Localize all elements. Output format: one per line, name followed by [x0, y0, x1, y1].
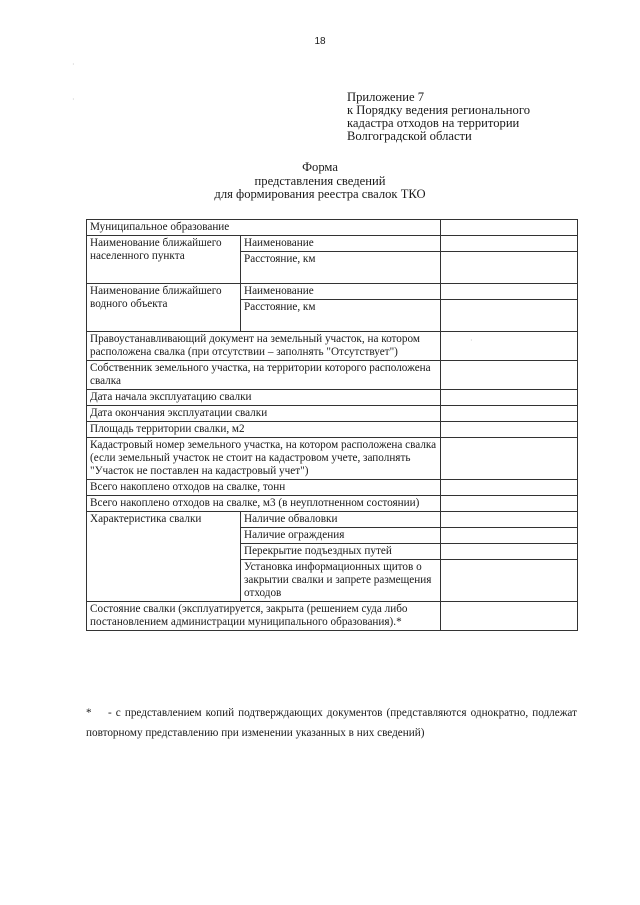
label-title-document: Правоустанавливающий документ на земельный участок, на котором расположена свалка (при отсутствии – заполнять "Отсутствует") [87, 332, 441, 361]
table-row [87, 438, 578, 480]
label-settlement: Наименование ближайшего населенного пункта [87, 236, 241, 284]
value-cell[interactable] [441, 300, 578, 332]
appendix-line: Приложение 7 [347, 90, 425, 104]
form-title-line: для формирования реестра свалок ТКО [214, 187, 426, 201]
table-row [87, 496, 578, 512]
value-cell[interactable] [441, 438, 578, 480]
footnote-text: - с представлением копий подтверждающих документов (представляются однократно, подлежат повторному представлению при изменении указанных в них сведений) [86, 707, 577, 739]
form-title-line: Форма [302, 160, 338, 174]
table-row [87, 602, 578, 631]
label-water-distance: Расстояние, км [241, 300, 441, 332]
footnote [86, 703, 577, 743]
table-row [87, 406, 578, 422]
label-end-date: Дата окончания эксплуатации свалки [87, 406, 441, 422]
scan-speck: · [470, 336, 473, 345]
value-cell[interactable] [441, 496, 578, 512]
label-dump-status: Состояние свалки (эксплуатируется, закрыта (решением суда либо постановлением администрации муниципального образования).* [87, 602, 441, 631]
label-municipality: Муниципальное образование [87, 220, 441, 236]
value-cell[interactable] [441, 332, 578, 361]
value-cell[interactable] [441, 512, 578, 528]
scan-speck: · [72, 95, 75, 104]
appendix-header [347, 91, 607, 143]
table-row [87, 332, 578, 361]
table-row [87, 422, 578, 438]
value-cell[interactable] [441, 361, 578, 390]
label-characteristics: Характеристика свалки [87, 512, 241, 602]
value-cell[interactable] [441, 390, 578, 406]
table-row [87, 236, 578, 252]
value-cell[interactable] [441, 220, 578, 236]
table-row [87, 361, 578, 390]
label-land-owner: Собственник земельного участка, на территории которого расположена свалка [87, 361, 441, 390]
value-cell[interactable] [441, 406, 578, 422]
value-cell[interactable] [441, 236, 578, 252]
scan-speck: · [72, 60, 75, 69]
label-water-object: Наименование ближайшего водного объекта [87, 284, 241, 332]
label-waste-tons: Всего накоплено отходов на свалке, тонн [87, 480, 441, 496]
table-row [87, 512, 578, 528]
label-info-boards: Установка информационных щитов о закрытии свалки и запрете размещения отходов [241, 560, 441, 602]
label-settlement-distance: Расстояние, км [241, 252, 441, 284]
table-row [87, 220, 578, 236]
appendix-line: к Порядку ведения регионального [347, 103, 530, 117]
dump-registry-form-table [86, 219, 578, 631]
label-fence: Наличие ограждения [241, 528, 441, 544]
value-cell[interactable] [441, 560, 578, 602]
appendix-line: кадастра отходов на территории [347, 116, 520, 130]
value-cell[interactable] [441, 602, 578, 631]
footnote-marker: * [86, 707, 92, 719]
table-row [87, 390, 578, 406]
form-title [150, 161, 490, 202]
label-water-name: Наименование [241, 284, 441, 300]
label-area: Площадь территории свалки, м2 [87, 422, 441, 438]
value-cell[interactable] [441, 528, 578, 544]
label-cadastral-number: Кадастровый номер земельного участка, на котором расположена свалка (если земельный участок не стоит на кадастровом учете, заполнять "Участок не поставлен на кадастровый учет") [87, 438, 441, 480]
appendix-line: Волгоградской области [347, 129, 472, 143]
label-embankment: Наличие обваловки [241, 512, 441, 528]
value-cell[interactable] [441, 544, 578, 560]
table-row [87, 480, 578, 496]
value-cell[interactable] [441, 422, 578, 438]
value-cell[interactable] [441, 480, 578, 496]
label-roads-blocked: Перекрытие подъездных путей [241, 544, 441, 560]
form-title-line: представления сведений [254, 173, 386, 188]
label-waste-m3: Всего накоплено отходов на свалке, м3 (в неуплотненном состоянии) [87, 496, 441, 512]
table-row [87, 284, 578, 300]
value-cell[interactable] [441, 284, 578, 300]
label-start-date: Дата начала эксплуатацию свалки [87, 390, 441, 406]
page-number: 18 [314, 36, 326, 47]
label-settlement-name: Наименование [241, 236, 441, 252]
value-cell[interactable] [441, 252, 578, 284]
